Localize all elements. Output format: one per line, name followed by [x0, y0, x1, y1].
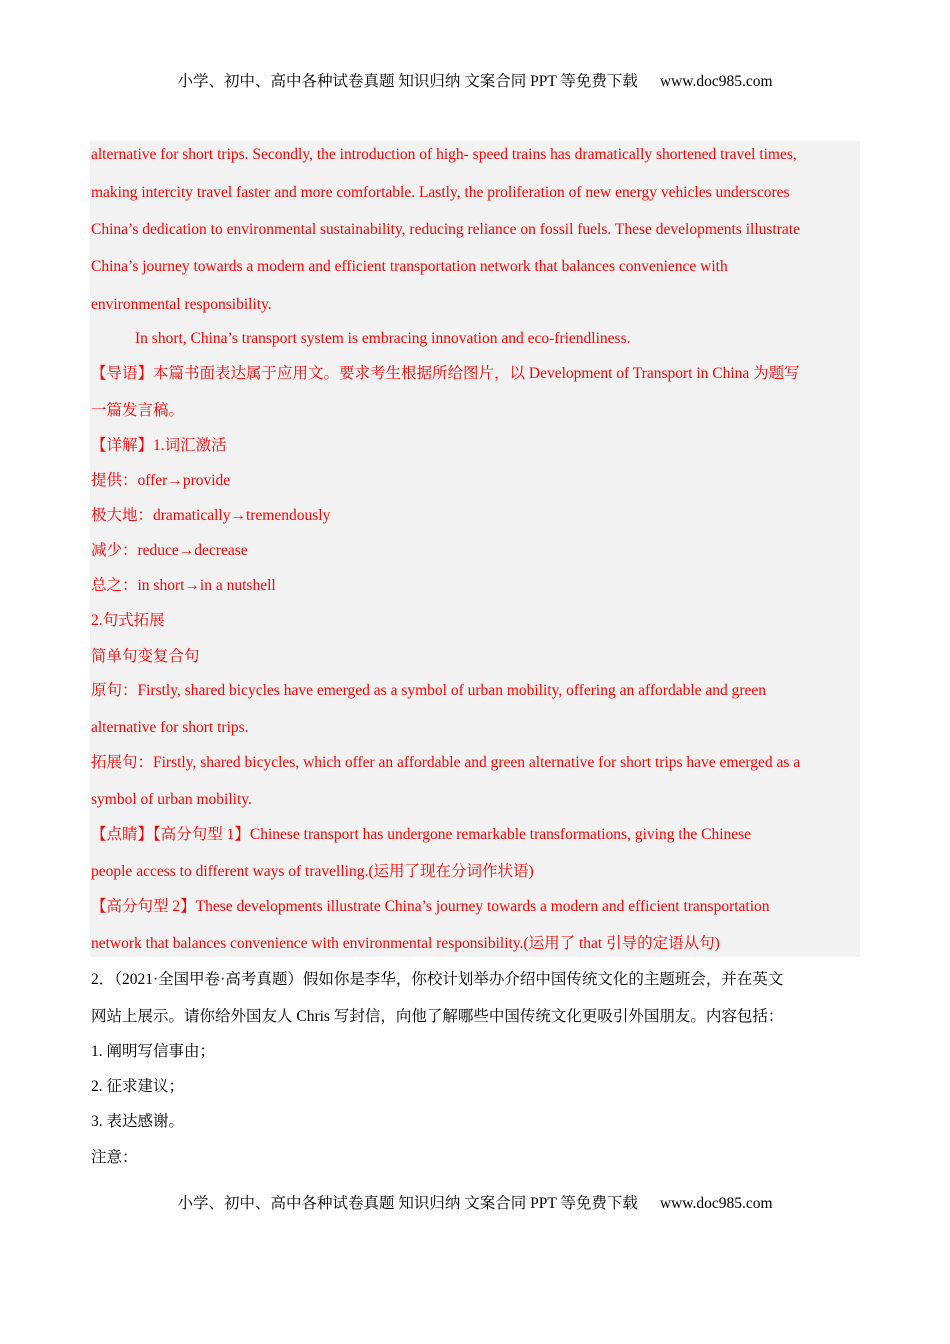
- vocab-item: 总之：in short→in a nutshell: [91, 577, 276, 594]
- guide-line: 一篇发言稿。: [91, 402, 185, 419]
- vocab-item: 减少：reduce→decrease: [91, 542, 248, 559]
- question2-note: 注意：: [91, 1149, 138, 1166]
- section-heading: 2.句式拓展: [91, 612, 165, 629]
- header-site-link[interactable]: www.doc985.com: [659, 73, 773, 90]
- essay-line: China’s dedication to environmental sustainability, reducing reliance on fossil fuels. These developments illustrate: [91, 221, 800, 238]
- expanded-sentence: symbol of urban mobility.: [91, 791, 252, 808]
- essay-line: alternative for short trips. Secondly, the introduction of high- speed trains has dramatically shortened travel times,: [91, 146, 797, 163]
- question2-item: 2. 征求建议；: [91, 1078, 185, 1095]
- header-text: 小学、初中、高中各种试卷真题 知识归纳 文案合同 PPT 等免费下载: [177, 73, 638, 90]
- essay-line: making intercity travel faster and more comfortable. Lastly, the proliferation of new energy vehicles underscores: [91, 184, 790, 201]
- highlight-sentence: people access to different ways of travelling.(运用了现在分词作状语): [91, 863, 534, 880]
- explanation-heading: 【详解】1.词汇激活: [91, 437, 227, 454]
- question2-item: 3. 表达感谢。: [91, 1113, 185, 1130]
- highlight-sentence: network that balances convenience with environmental responsibility.(运用了 that 引导的定语从句): [91, 935, 720, 952]
- question2-prompt: 网站上展示。请你给外国友人 Chris 写封信，向他了解哪些中国传统文化更吸引外国朋友。内容包括：: [91, 1008, 784, 1025]
- highlight-sentence: 【点睛】【高分句型 1】Chinese transport has undergone remarkable transformations, giving the Chinese: [91, 826, 752, 843]
- original-sentence: alternative for short trips.: [91, 719, 249, 736]
- footer-text: 小学、初中、高中各种试卷真题 知识归纳 文案合同 PPT 等免费下载: [177, 1195, 638, 1212]
- original-sentence: 原句：Firstly, shared bicycles have emerged as a symbol of urban mobility, offering an affordable and green: [91, 682, 767, 699]
- essay-conclusion: In short, China’s transport system is embracing innovation and eco-friendliness.: [135, 330, 631, 347]
- section-subheading: 简单句变复合句: [91, 648, 200, 665]
- page-footer: [0, 1191, 950, 1213]
- guide-line: 【导语】本篇书面表达属于应用文。要求考生根据所给图片，以 Development of Transport in China 为题写: [91, 365, 800, 382]
- page-header: [0, 69, 950, 91]
- expanded-sentence: 拓展句：Firstly, shared bicycles, which offer an affordable and green alternative for short trips have emerged as a: [91, 754, 801, 771]
- footer-site-link[interactable]: www.doc985.com: [659, 1195, 773, 1212]
- vocab-item: 提供：offer→provide: [91, 472, 231, 489]
- highlight-sentence: 【高分句型 2】These developments illustrate China’s journey towards a modern and efficient transportation: [91, 898, 770, 915]
- essay-line: China’s journey towards a modern and efficient transportation network that balances convenience with: [91, 258, 728, 275]
- essay-line: environmental responsibility.: [91, 296, 272, 313]
- vocab-item: 极大地：dramatically→tremendously: [91, 507, 331, 524]
- question2-prompt: 2．（2021·全国甲卷·高考真题）假如你是李华，你校计划举办介绍中国传统文化的主题班会，并在英文: [91, 971, 784, 988]
- question2-item: 1. 阐明写信事由；: [91, 1043, 216, 1060]
